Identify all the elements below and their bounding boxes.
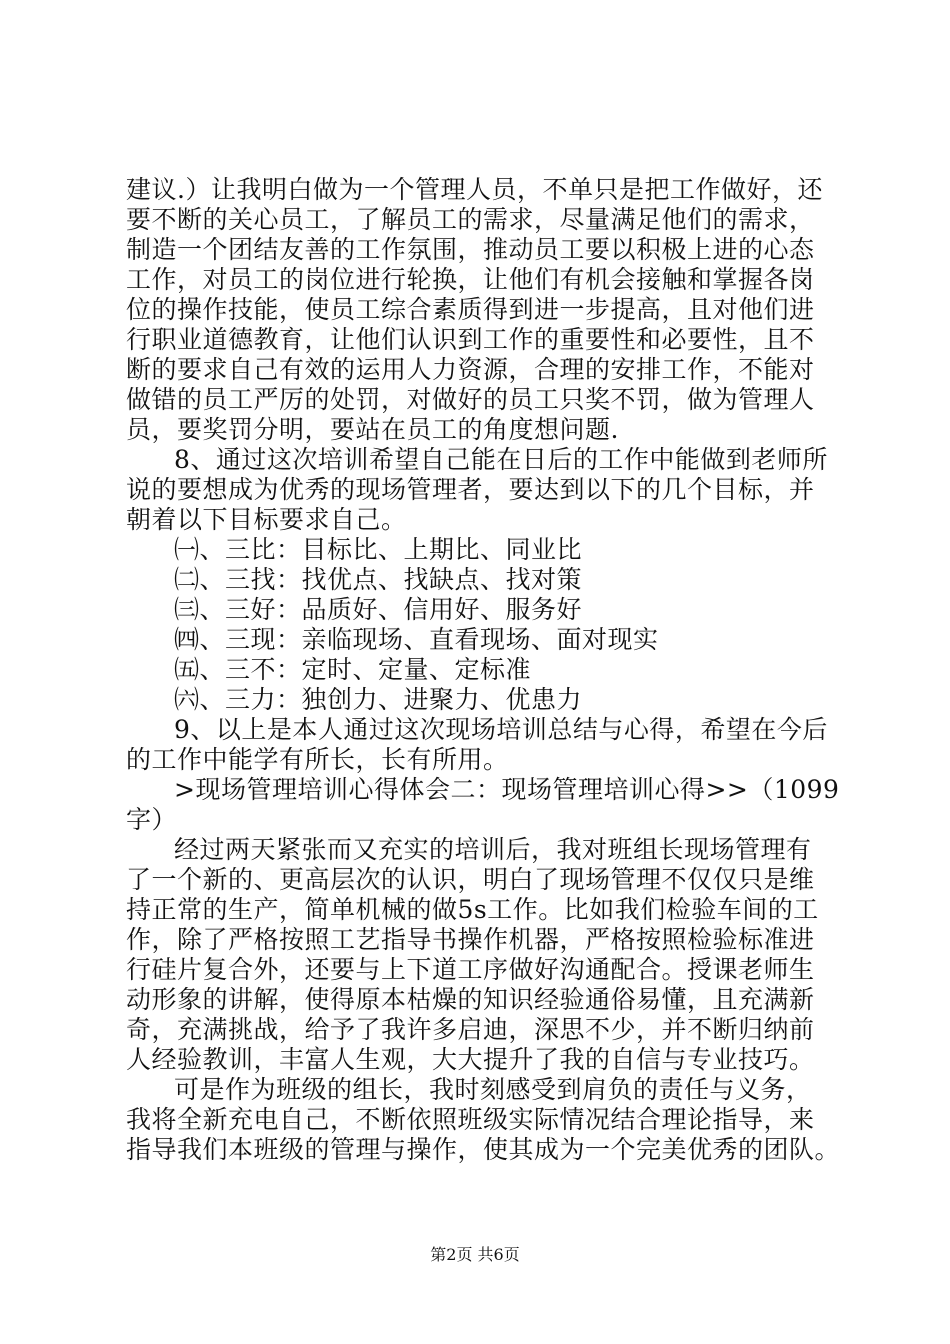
- text-line: 行职业道德教育，让他们认识到工作的重要性和必要性，且不: [126, 325, 815, 354]
- text-line: 要不断的关心员工，了解员工的需求，尽量满足他们的需求，: [126, 205, 815, 234]
- text-line: 说的要想成为优秀的现场管理者，要达到以下的几个目标，并: [126, 475, 815, 504]
- text-line: 持正常的生产，简单机械的做5s工作。比如我们检验车间的工: [126, 895, 819, 924]
- text-line: 工作，对员工的岗位进行轮换，让他们有机会接触和掌握各岗: [126, 265, 815, 294]
- text-line: 动形象的讲解，使得原本枯燥的知识经验通俗易懂，且充满新: [126, 985, 815, 1014]
- text-line: 我将全新充电自己，不断依照班级实际情况结合理论指导，来: [126, 1105, 815, 1134]
- text-line: 断的要求自己有效的运用人力资源，合理的安排工作，不能对: [126, 355, 815, 384]
- text-line: 制造一个团结友善的工作氛围，推动员工要以积极上进的心态: [126, 235, 815, 264]
- text-line: 奇，充满挑战，给予了我许多启迪，深思不少，并不断归纳前: [126, 1015, 815, 1044]
- text-line: ㈣、三现：亲临现场、直看现场、面对现实: [174, 625, 659, 654]
- text-line: 的工作中能学有所长，长有所用。: [126, 745, 509, 774]
- text-line: 做错的员工严厉的处罚，对做好的员工只奖不罚，做为管理人: [126, 385, 815, 414]
- text-line: ㈠、三比：目标比、上期比、同业比: [174, 535, 583, 564]
- text-line: 了一个新的、更高层次的认识，明白了现场管理不仅仅只是维: [126, 865, 815, 894]
- text-line: 可是作为班级的组长，我时刻感受到肩负的责任与义务，: [174, 1075, 812, 1104]
- text-line: 位的操作技能，使员工综合素质得到进一步提高，且对他们进: [126, 295, 815, 324]
- text-line: ㈡、三找：找优点、找缺点、找对策: [174, 565, 583, 594]
- text-line: >现场管理培训心得体会二：现场管理培训心得>>（1099: [174, 775, 840, 804]
- text-line: 8、通过这次培训希望自己能在日后的工作中能做到老师所: [174, 445, 828, 474]
- text-line: 行硅片复合外，还要与上下道工序做好沟通配合。授课老师生: [126, 955, 815, 984]
- text-line: ㈤、三不：定时、定量、定标准: [174, 655, 532, 684]
- text-line: 字）: [126, 805, 178, 834]
- text-line: 经过两天紧张而又充实的培训后，我对班组长现场管理有: [174, 835, 812, 864]
- text-line: ㈥、三力：独创力、进聚力、优患力: [174, 685, 583, 714]
- text-line: 建议.）让我明白做为一个管理人员，不单只是把工作做好，还: [126, 175, 823, 204]
- page-footer: 第2页 共6页: [430, 1245, 520, 1264]
- text-line: 员，要奖罚分明，要站在员工的角度想问题.: [126, 415, 619, 444]
- text-line: 人经验教训，丰富人生观，大大提升了我的自信与专业技巧。: [126, 1045, 815, 1074]
- document-body: [126, 175, 846, 1165]
- text-line: 作，除了严格按照工艺指导书操作机器，严格按照检验标准进: [126, 925, 815, 954]
- text-line: ㈢、三好：品质好、信用好、服务好: [174, 595, 583, 624]
- text-line: 朝着以下目标要求自己。: [126, 505, 407, 534]
- text-line: 指导我们本班级的管理与操作，使其成为一个完美优秀的团队。: [126, 1135, 841, 1164]
- text-line: 9、以上是本人通过这次现场培训总结与心得，希望在今后: [174, 715, 828, 744]
